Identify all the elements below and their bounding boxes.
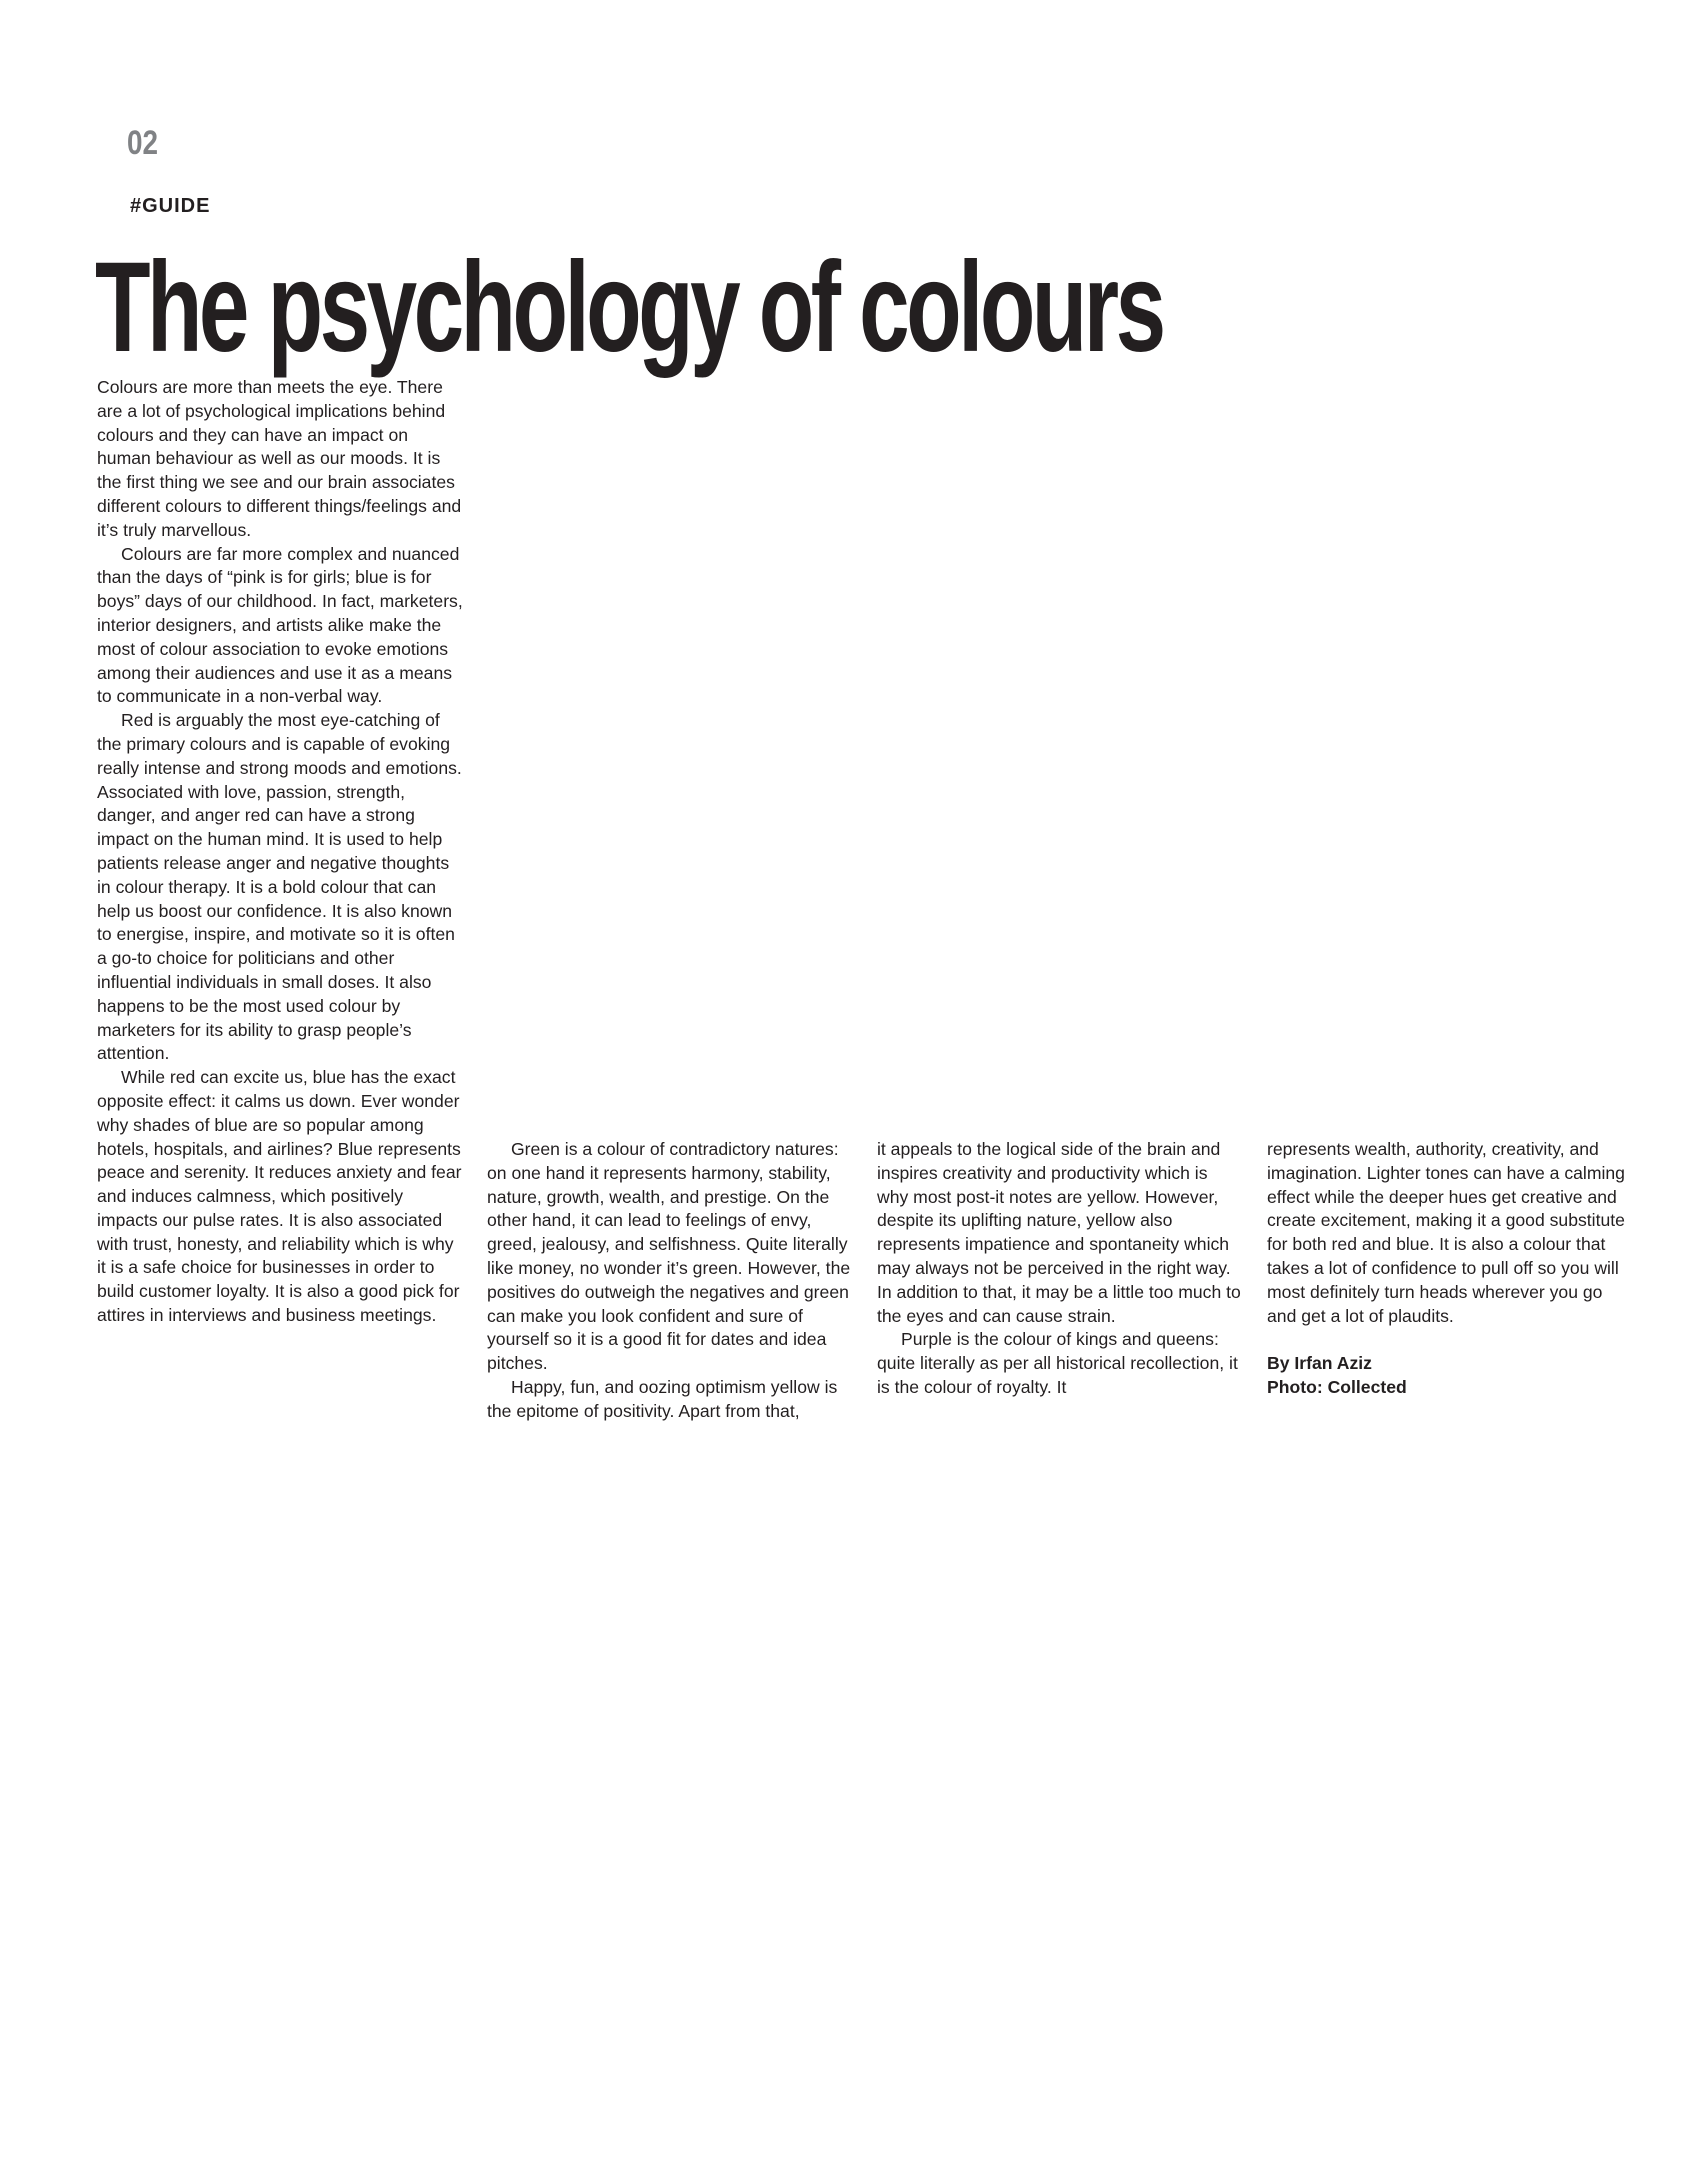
headline: The psychology of colours bbox=[95, 236, 1163, 379]
paragraph: Colours are more than meets the eye. There are a lot of psychological implications behind colours and they can have an impact on human behaviour as well as our moods. It is the first thing we see and our brain associates different colours to different things/feelings and it’s truly marvellous. bbox=[97, 377, 462, 540]
byline: By Irfan Aziz bbox=[1267, 1353, 1372, 1374]
paragraph: Happy, fun, and oozing optimism yellow is the epitome of positivity. Apart from that, bbox=[487, 1376, 838, 1421]
paragraph: it appeals to the logical side of the brain and inspires creativity and productivity which is why most post-it notes are yellow. However, despite its uplifting nature, yellow also represents impatience and spontaneity which may always not be perceived in the right way. In addition to that, it may be a little too much to the eyes and can cause strain. bbox=[877, 1139, 1241, 1326]
paragraph: While red can excite us, blue has the exact opposite effect: it calms us down. Ever wonder why shades of blue are so popular among hotels, hospitals, and airlines? Blue represents peace and serenity. It reduces anxiety and fear and induces calmness, which positively impacts our pulse rates. It is also associated with trust, honesty, and reliability which is why it is a safe choice for businesses in order to build customer loyalty. It is also a good pick for attires in interviews and business meetings. bbox=[97, 1067, 462, 1326]
paragraph: Purple is the colour of kings and queens: quite literally as per all historical recollection, it is the colour of royalty. It bbox=[877, 1329, 1238, 1397]
paragraph: Colours are far more complex and nuanced than the days of “pink is for girls; blue is for boys” days of our childhood. In fact, marketers, interior designers, and artists alike make the most of colour association to evoke emotions among their audiences and use it as a means to communicate in a non-verbal way. bbox=[97, 543, 463, 707]
article-column-4 bbox=[1267, 1138, 1633, 1400]
paragraph: Red is arguably the most eye-catching of the primary colours and is capable of evoking really intense and strong moods and emotions. Associated with love, passion, strength, danger, and anger red can have a strong impact on the human mind. It is used to help patients release anger and negative thoughts in colour therapy. It is a bold colour that can help us boost our confidence. It is also known to energise, inspire, and motivate so it is often a go-to choice for politicians and other influential individuals in small doses. It also happens to be the most used colour by marketers for its ability to grasp people’s attention. bbox=[97, 710, 462, 1064]
paragraph: represents wealth, authority, creativity, and imagination. Lighter tones can have a calming effect while the deeper hues get creative and create excitement, making it a good substitute for both red and blue. It is also a colour that takes a lot of confidence to pull off so you will most definitely turn heads wherever you go and get a lot of plaudits. bbox=[1267, 1139, 1625, 1326]
article-column-1 bbox=[97, 376, 463, 1328]
page-number: 02 bbox=[127, 124, 159, 162]
paragraph: Green is a colour of contradictory natures: on one hand it represents harmony, stability, nature, growth, wealth, and prestige. On the other hand, it can lead to feelings of envy, greed, jealousy, and selfishness. Quite literally like money, no wonder it’s green. However, the positives do outweigh the negatives and green can make you look confident and sure of yourself so it is a good fit for dates and idea pitches. bbox=[487, 1139, 851, 1374]
photo-credit: Photo: Collected bbox=[1267, 1377, 1407, 1398]
article-column-3 bbox=[877, 1138, 1243, 1400]
section-tag: #GUIDE bbox=[130, 195, 211, 217]
article-column-2 bbox=[487, 1138, 853, 1424]
